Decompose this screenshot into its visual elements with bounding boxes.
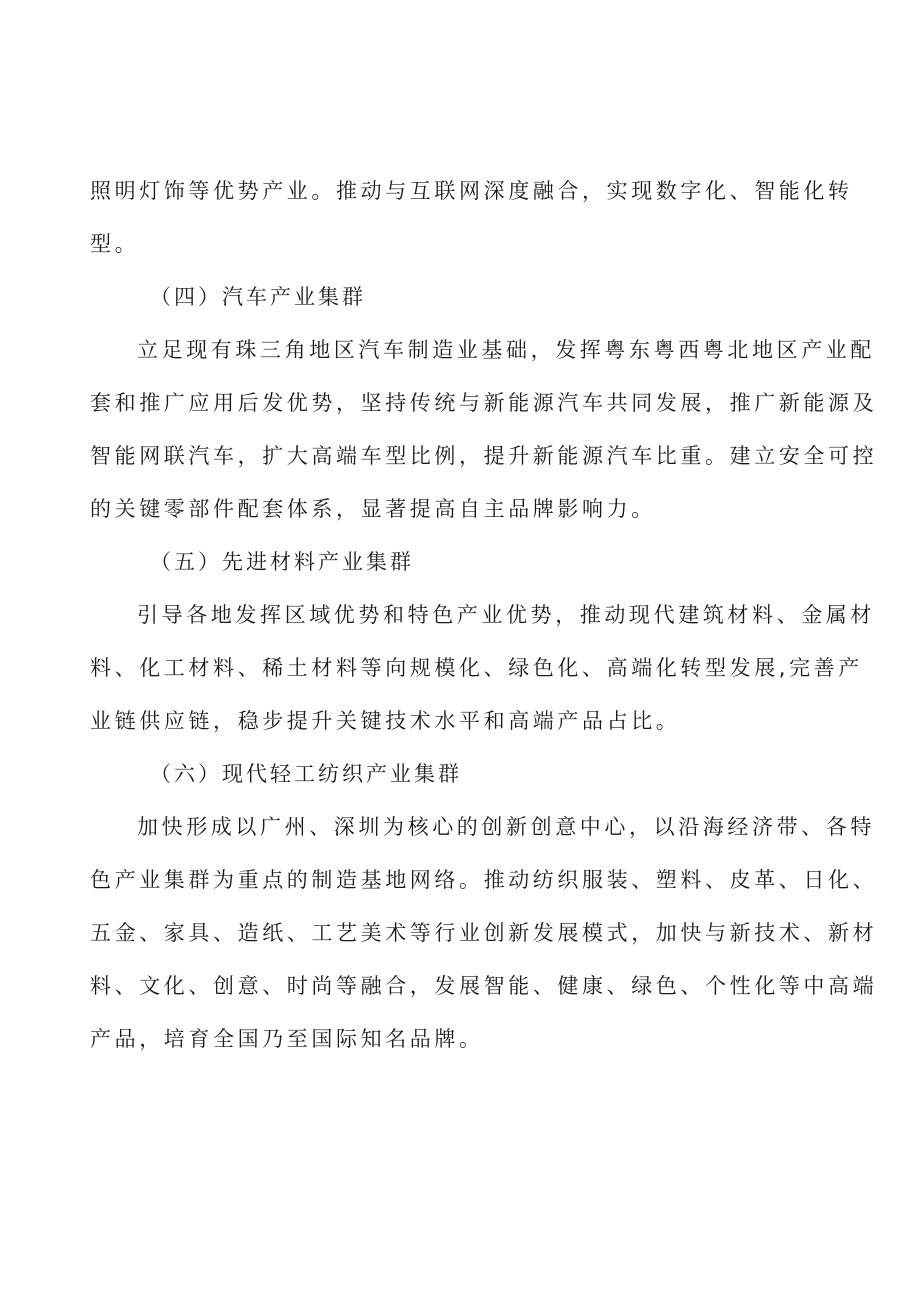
paragraph-line: 型。 [90,232,140,256]
paragraph-line: 料、文化、创意、时尚等融合，发展智能、健康、绿色、个性化等中高端 [90,974,878,998]
paragraph-line: 引导各地发挥区域优势和特色产业优势，推动现代建筑材料、金属材 [137,603,875,627]
section-heading: （四）汽车产业集群 [150,285,366,309]
paragraph-line: 套和推广应用后发优势，坚持传统与新能源汽车共同发展，推广新能源及 [90,391,878,415]
paragraph-line: 智能网联汽车，扩大高端车型比例，提升新能源汽车比重。建立安全可控 [90,444,878,468]
section-heading: （六）现代轻工纺织产业集群 [150,762,462,786]
paragraph-line: 料、化工材料、稀土材料等向规模化、绿色化、高端化转型发展,完善产 [90,656,863,680]
paragraph-line: 色产业集群为重点的制造基地网络。推动纺织服装、塑料、皮革、日化、 [90,868,878,892]
paragraph-line: 立足现有珠三角地区汽车制造业基础，发挥粤东粤西粤北地区产业配 [137,338,875,362]
paragraph-line: 产品，培育全国乃至国际知名品牌。 [90,1027,484,1051]
paragraph-line: 加快形成以广州、深圳为核心的创新创意中心，以沿海经济带、各特 [137,815,875,839]
paragraph-line: 五金、家具、造纸、工艺美术等行业创新发展模式，加快与新技术、新材 [90,921,878,945]
section-heading: （五）先进材料产业集群 [150,550,414,574]
paragraph-line: 业链供应链，稳步提升关键技术水平和高端产品占比。 [90,709,681,733]
paragraph-line: 照明灯饰等优势产业。推动与互联网深度融合，实现数字化、智能化转 [90,179,853,203]
paragraph-line: 的关键零部件配套体系，显著提高自主品牌影响力。 [90,497,656,521]
